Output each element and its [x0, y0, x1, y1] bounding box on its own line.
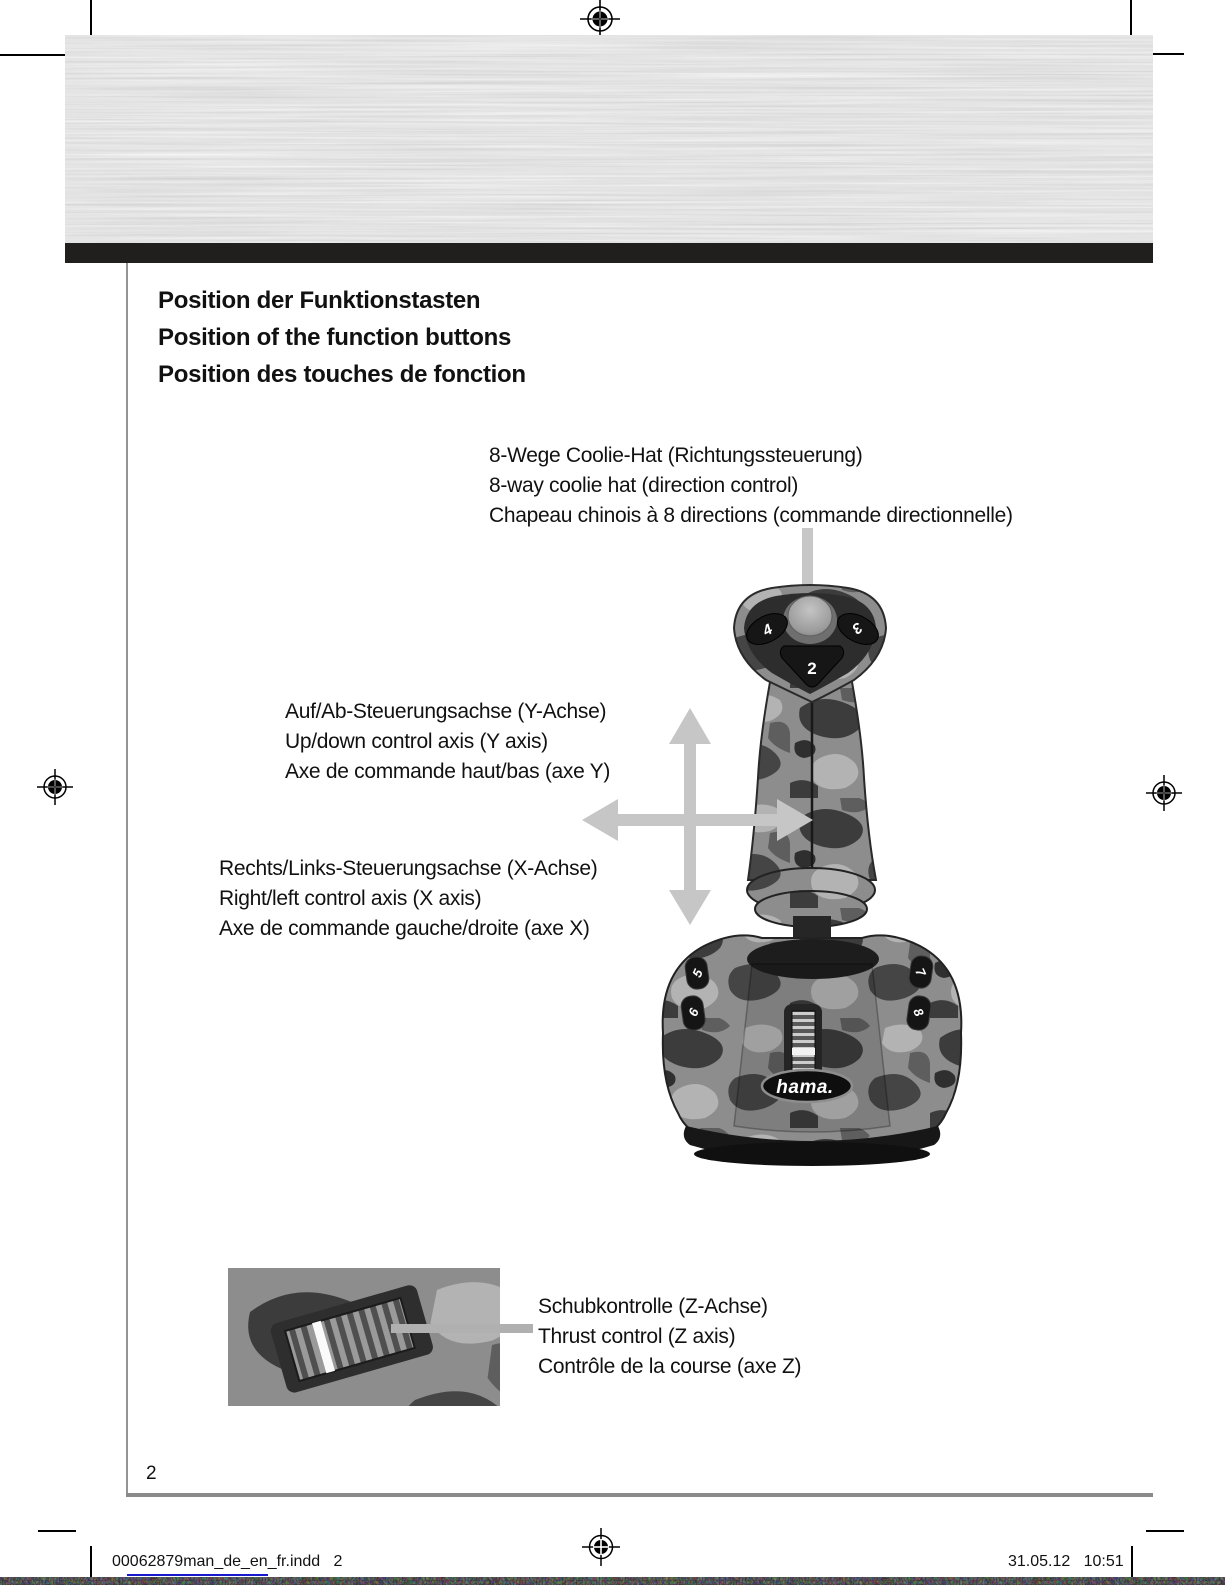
thrust-wheel-highlight: [792, 1048, 815, 1055]
axis-cross-arrows: [575, 700, 820, 935]
bottom-color-noise-strip: [0, 1577, 1225, 1585]
label-z-axis-fr: Contrôle de la course (axe Z): [538, 1355, 802, 1378]
label-y-axis-de: Auf/Ab-Steuerungsachse (Y-Achse): [285, 700, 607, 723]
crop-mark-bottom-right-h: [1146, 1530, 1184, 1532]
label-y-axis: [285, 697, 610, 787]
base-foot: [694, 1142, 930, 1166]
registration-mark-right: [1144, 773, 1184, 813]
label-y-axis-fr: Axe de commande haut/bas (axe Y): [285, 760, 611, 783]
footer-datetime: 31.05.12 10:51: [1008, 1553, 1124, 1570]
footer-filename-underline: [127, 1574, 268, 1576]
crop-mark-top-right-v: [1130, 0, 1132, 40]
page-title: [158, 282, 526, 393]
registration-mark-left: [35, 767, 75, 807]
button-5-label: 5: [689, 966, 706, 980]
button-2-label: 2: [807, 659, 817, 678]
label-x-axis-de: Rechts/Links-Steuerungsachse (X-Achse): [219, 857, 598, 880]
page-number: 2: [146, 1463, 157, 1484]
button-6-label: 6: [685, 1005, 702, 1019]
button-3-label: 3: [848, 618, 866, 638]
registration-mark-bottom: [580, 1526, 622, 1568]
x-axis-shaft: [613, 814, 783, 826]
label-x-axis-en: Right/left control axis (X axis): [219, 887, 482, 910]
arrow-down: [669, 890, 711, 925]
label-coolie-hat: [489, 441, 1013, 531]
z-axis-pointer-line: [391, 1324, 533, 1333]
thrust-wheel-inset-photo: [228, 1268, 500, 1406]
header-noise-band: [65, 35, 1153, 243]
header-black-bar: [65, 243, 1153, 263]
brand-logo-text: hama.: [776, 1077, 834, 1098]
label-coolie-hat-de: 8-Wege Coolie-Hat (Richtungssteuerung): [489, 444, 863, 467]
page-title-fr: Position des touches de fonction: [158, 361, 526, 388]
crop-mark-top-left-v: [90, 0, 92, 35]
label-x-axis-fr: Axe de commande gauche/droite (axe X): [219, 917, 590, 940]
thrust-wheel: [792, 1011, 815, 1075]
arrow-right: [777, 799, 813, 841]
button-4-label: 4: [760, 620, 776, 640]
label-z-axis-de: Schubkontrolle (Z-Achse): [538, 1295, 768, 1318]
footer-filename: 00062879man_de_en_fr.indd 2: [112, 1553, 343, 1570]
label-coolie-hat-fr: Chapeau chinois à 8 directions (commande directionnelle): [489, 504, 1013, 527]
button-7-label: 7: [912, 965, 929, 979]
label-z-axis-en: Thrust control (Z axis): [538, 1325, 736, 1348]
arrow-up: [669, 708, 711, 744]
button-8-label: 8: [910, 1005, 927, 1019]
label-coolie-hat-en: 8-way coolie hat (direction control): [489, 474, 799, 497]
coolie-hat: [788, 596, 832, 636]
label-z-axis: [538, 1292, 801, 1382]
page-title-de: Position der Funktionstasten: [158, 287, 481, 314]
content-frame-bottom-rule: [126, 1493, 1153, 1497]
crop-mark-bottom-left-h: [38, 1530, 76, 1532]
content-frame-left-rule: [126, 263, 128, 1496]
arrow-left: [582, 799, 618, 841]
label-y-axis-en: Up/down control axis (Y axis): [285, 730, 548, 753]
page-title-en: Position of the function buttons: [158, 324, 512, 351]
label-x-axis: [219, 854, 597, 944]
